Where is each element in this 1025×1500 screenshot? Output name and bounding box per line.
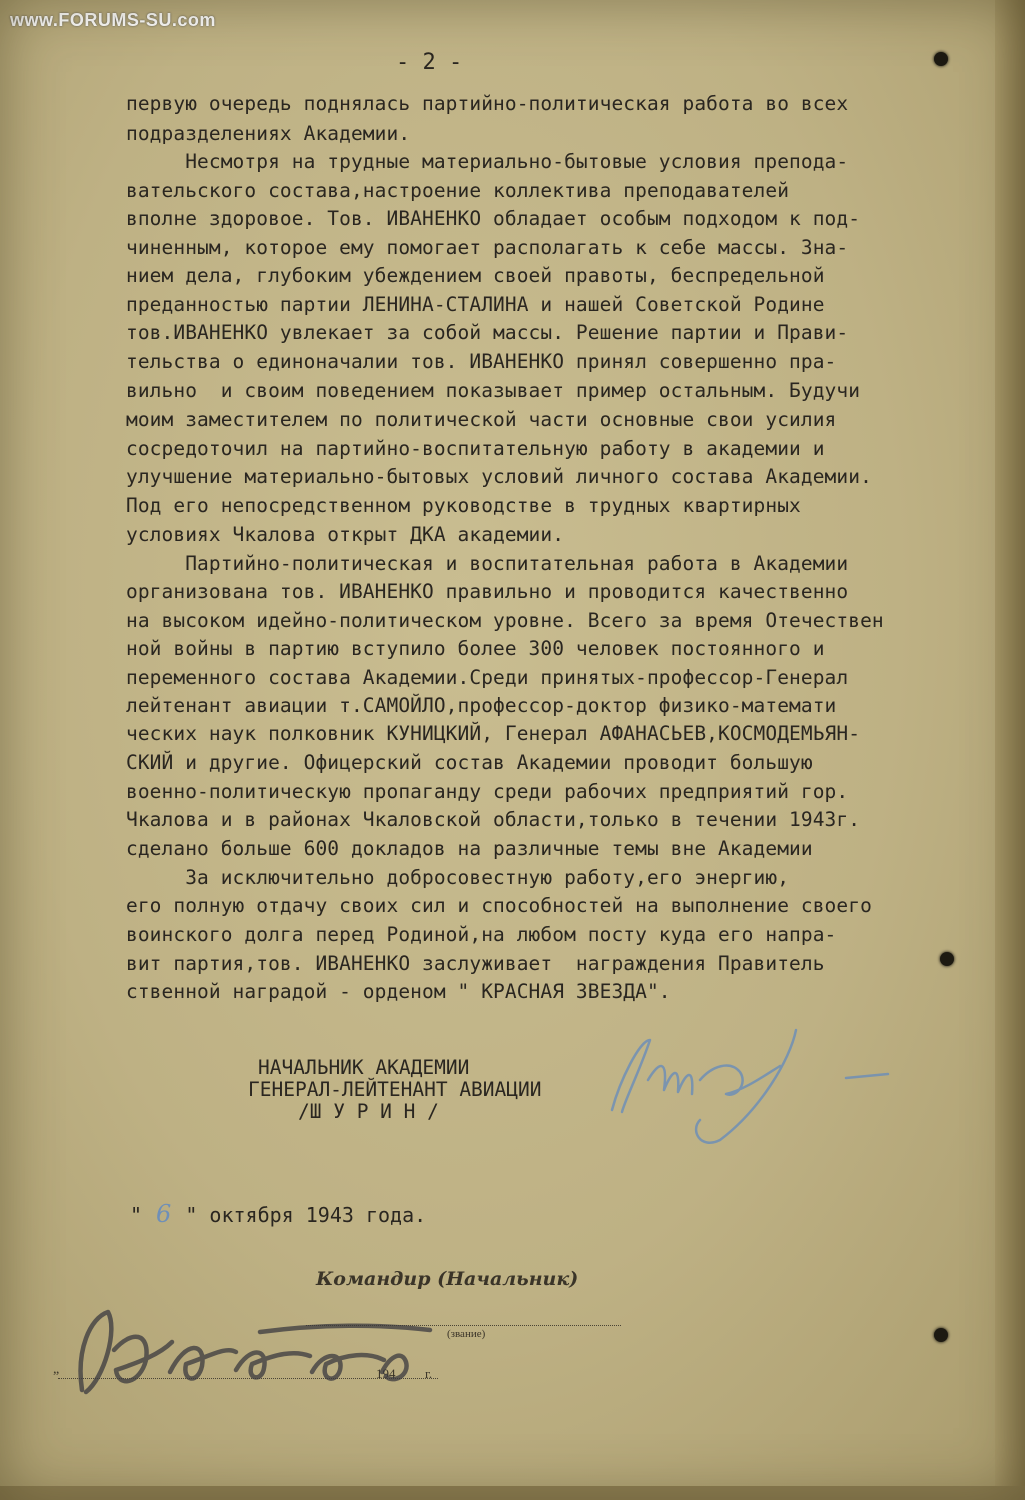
body-line: тов.ИВАНЕНКО увлекает за собой массы. Решение партии и Прави- (126, 321, 849, 344)
body-line: условиях Чкалова открыт ДКА академии. (126, 523, 565, 546)
form-rank-label: (звание) (447, 1328, 486, 1340)
form-date-quote: „ (53, 1362, 60, 1377)
body-line: его полную отдачу своих сил и способностей на выполнение своего (126, 894, 872, 917)
body-line: воинского долга перед Родиной,на любом посту куда его напра- (126, 923, 837, 946)
date-open-quote: " (130, 1203, 143, 1227)
body-line: Чкалова и в районах Чкаловской области,только в течении 1943г. (126, 808, 861, 831)
body-line: организована тов. ИВАНЕНКО правильно и проводится качественно (126, 580, 849, 603)
body-line: моим заместителем по политической части основные свои усилия (126, 408, 837, 431)
signature-shurin (612, 1030, 888, 1143)
form-commander-title: Командир (Начальник) (316, 1268, 579, 1290)
body-line: тельства о единоначалии тов. ИВАНЕНКО принял совершенно пра- (126, 350, 837, 373)
body-line: вполне здоровое. Тов. ИВАНЕНКО обладает особым подходом к под- (126, 207, 861, 230)
page-number: - 2 - (396, 50, 463, 75)
form-date-year: 194 (376, 1366, 396, 1381)
body-line: сосредоточил на партийно-воспитательную работу в академии и (126, 437, 825, 460)
body-line: переменного состава Академии.Среди принятых-профессор-Генерал (126, 666, 849, 689)
body-line: вательского состава,настроение коллектива преподавателей (126, 179, 790, 202)
form-date-suffix: г. (425, 1366, 433, 1381)
body-line: Под его непосредственном руководстве в трудных квартирных (126, 494, 801, 517)
body-line: ственной наградой - орденом " КРАСНАЯ ЗВЕЗДА". (126, 980, 671, 1003)
signatory-rank: ГЕНЕРАЛ-ЛЕЙТЕНАНТ АВИАЦИИ (248, 1078, 542, 1101)
body-line: ной войны в партию вступило более 300 человек постоянного и (126, 637, 825, 660)
body-line: военно-политическую пропаганду среди рабочих предприятий гор. (126, 780, 849, 803)
body-line: Партийно-политическая и воспитательная работа в Академии (126, 552, 849, 575)
date-day: 6 (156, 1200, 172, 1228)
body-line: лейтенант авиации т.САМОЙЛО,профессор-доктор физико-математи (126, 694, 837, 717)
signatory-title: НАЧАЛЬНИК АКАДЕМИИ (258, 1056, 470, 1079)
signature-form-bottom (81, 1312, 433, 1392)
body-line: преданностью партии ЛЕНИНА-СТАЛИНА и нашей Советской Родине (126, 293, 825, 316)
body-line: вильно и своим поведением показывает пример остальным. Будучи (126, 379, 861, 402)
body-line: ческих наук полковник КУНИЦКИЙ, Генерал АФАНАСЬЕВ,КОСМОДЕМЬЯН- (126, 722, 861, 745)
watermark: www.FORUMS-SU.com (10, 10, 216, 30)
body-line: чиненным, которое ему помогает располагать к себе массы. Зна- (126, 236, 849, 259)
body-line: сделано больше 600 докладов на различные темы вне Академии (126, 837, 813, 860)
body-line: СКИЙ и другие. Офицерский состав Академии проводит большую (126, 751, 813, 774)
body-line: подразделениях Академии. (126, 122, 411, 145)
body-line: на высоком идейно-политическом уровне. Всего за время Отечествен (126, 609, 884, 632)
body-line: первую очередь поднялась партийно-политическая работа во всех (126, 92, 849, 115)
body-line: За исключительно добросовестную работу,его энергию, (126, 866, 790, 889)
date-rest: " октября 1943 года. (185, 1203, 427, 1227)
body-line: нием дела, глубоким убеждением своей правоты, беспредельной (126, 264, 825, 287)
body-line: улучшение материально-бытовых условий личного состава Академии. (126, 465, 872, 488)
body-line: Несмотря на трудные материально-бытовые условия препода- (126, 150, 849, 173)
body-line: вит партия,тов. ИВАНЕНКО заслуживает награждения Правитель (126, 952, 825, 975)
signatory-name: /Ш У Р И Н / (298, 1100, 439, 1123)
